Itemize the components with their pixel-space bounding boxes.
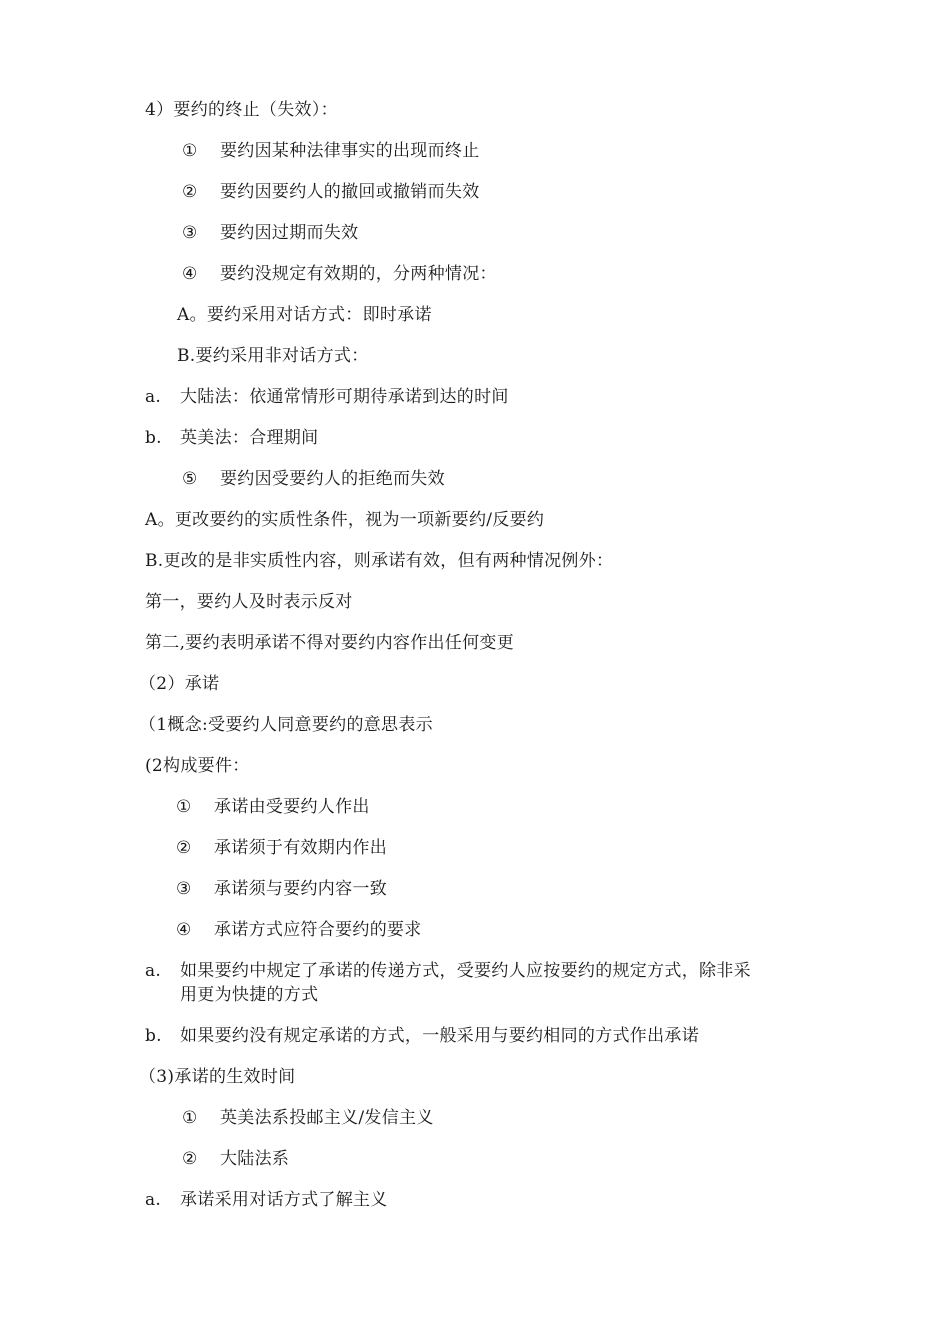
list-item [182, 139, 480, 163]
text: （2）承诺 [139, 674, 220, 694]
list-marker: ⑤ [182, 469, 198, 489]
section-heading-effective-time [139, 1065, 295, 1089]
list-item [145, 385, 509, 409]
list-text: 如果要约没有规定承诺的方式，一般采用与要约相同的方式作出承诺 [180, 1026, 699, 1046]
list-item [182, 262, 497, 286]
list-marker: ④ [182, 264, 198, 284]
text: 第一，要约人及时表示反对 [145, 592, 353, 612]
section-heading-acceptance [139, 672, 219, 696]
list-text: 承诺方式应符合要约的要求 [214, 920, 422, 940]
list-text: 要约没规定有效期的，分两种情况： [220, 264, 497, 284]
list-item [182, 221, 358, 245]
list-text: 要约因某种法律事实的出现而终止 [220, 141, 480, 161]
list-marker: ③ [176, 879, 192, 899]
text: 4）要约的终止（失效）： [145, 100, 338, 120]
list-text: 英美法系投邮主义/发信主义 [220, 1108, 434, 1128]
list-text: 要约因受要约人的拒绝而失效 [220, 469, 445, 489]
list-marker: ① [176, 797, 192, 817]
list-marker: ① [182, 1108, 198, 1128]
text: A。更改要约的实质性条件，视为一项新要约/反要约 [145, 510, 545, 530]
list-marker: b. [145, 428, 162, 448]
list-item [176, 877, 387, 901]
list-text: 要约因要约人的撤回或撤销而失效 [220, 182, 480, 202]
list-text: 要约因过期而失效 [220, 223, 359, 243]
heading-offer-termination [145, 98, 338, 122]
list-item [145, 1188, 388, 1212]
list-item [176, 795, 370, 819]
list-text: 承诺须与要约内容一致 [214, 879, 387, 899]
text: B.更改的是非实质性内容，则承诺有效，但有两种情况例外： [145, 551, 614, 571]
list-marker: ① [182, 141, 198, 161]
text: A。要约采用对话方式：即时承诺 [177, 305, 432, 325]
list-marker: ④ [176, 920, 192, 940]
list-item [145, 1024, 699, 1048]
list-text: 承诺采用对话方式了解主义 [180, 1190, 388, 1210]
text: 第二,要约表明承诺不得对要约内容作出任何变更 [145, 633, 515, 653]
paragraph [145, 631, 514, 655]
paragraph [145, 549, 613, 573]
list-marker: b. [145, 1026, 162, 1046]
list-item [182, 1106, 434, 1130]
list-text: 承诺由受要约人作出 [214, 797, 370, 817]
paragraph [145, 508, 544, 532]
list-item [182, 1147, 289, 1171]
sub-item-b [177, 344, 369, 368]
list-text: 英美法：合理期间 [180, 428, 319, 448]
text: （1概念:受要约人同意要约的意思表示 [139, 715, 433, 735]
list-item [182, 467, 445, 491]
paragraph [145, 590, 353, 614]
list-marker: a. [145, 1190, 162, 1210]
list-marker: ② [182, 1149, 198, 1169]
list-item [176, 918, 422, 942]
list-text: 大陆法：依通常情形可期待承诺到达的时间 [180, 387, 509, 407]
list-text: 承诺须于有效期内作出 [214, 838, 387, 858]
list-marker: a. [145, 387, 162, 407]
list-marker: ② [176, 838, 192, 858]
list-marker: ③ [182, 223, 198, 243]
sub-item-a [177, 303, 432, 327]
list-text: 大陆法系 [220, 1149, 290, 1169]
list-item-continuation [180, 983, 318, 1007]
paragraph [139, 713, 433, 737]
paragraph [145, 754, 250, 778]
list-text: 用更为快捷的方式 [180, 985, 319, 1005]
list-marker: a. [145, 961, 162, 981]
list-item [145, 426, 318, 450]
list-item [176, 836, 387, 860]
text: B.要约采用非对话方式： [177, 346, 369, 366]
list-item [182, 180, 480, 204]
text: （3)承诺的生效时间 [139, 1067, 296, 1087]
list-marker: ② [182, 182, 198, 202]
list-item [145, 959, 751, 983]
text: (2构成要件： [145, 756, 250, 776]
list-text: 如果要约中规定了承诺的传递方式，受要约人应按要约的规定方式，除非采 [180, 961, 751, 981]
